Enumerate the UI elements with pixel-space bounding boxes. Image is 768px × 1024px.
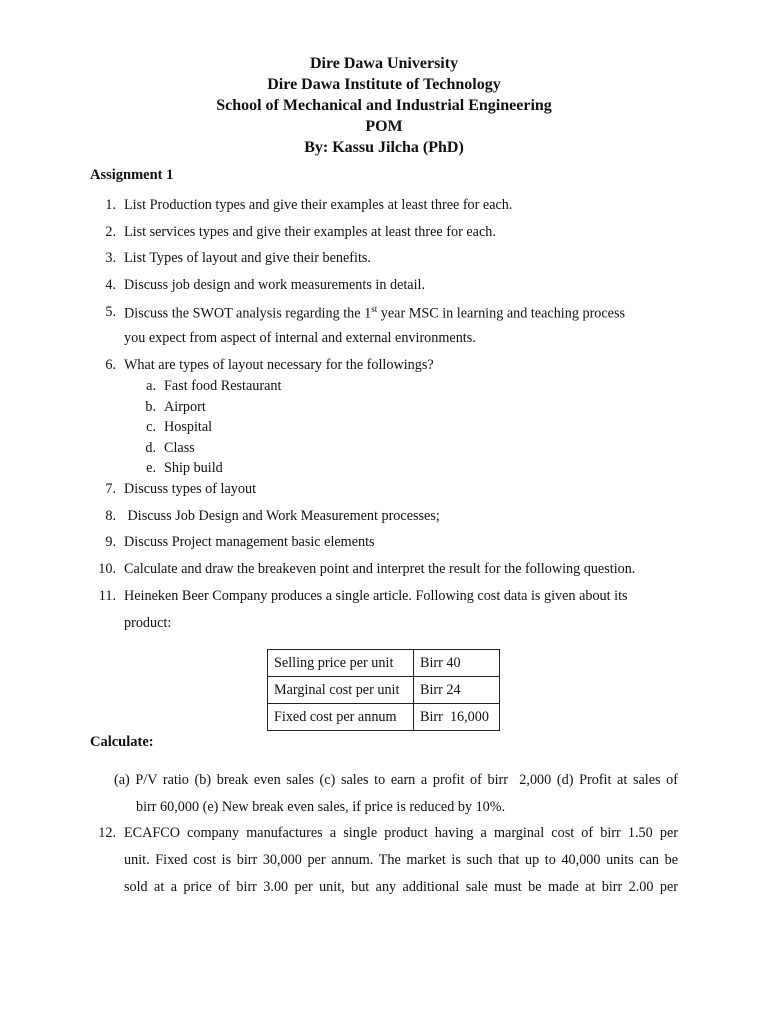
item-number: 9. <box>105 534 116 550</box>
item-text: Discuss Job Design and Work Measurement processes; <box>124 508 440 524</box>
item-text: Discuss types of layout <box>124 481 257 497</box>
item-number: 3. <box>105 250 116 266</box>
university-name: Dire Dawa University <box>309 55 459 72</box>
item-text-part: year MSC in learning and teaching process <box>377 305 626 322</box>
item-number: 7. <box>105 481 116 497</box>
sub-item-label: d. <box>145 440 156 456</box>
item-number: 8. <box>105 508 116 524</box>
item-text: What are types of layout necessary for the followings? <box>124 357 434 373</box>
sub-item-text: Fast food Restaurant <box>164 378 282 394</box>
table-row <box>268 677 500 704</box>
assignment-title: Assignment 1 <box>90 167 174 183</box>
item-number: 11. <box>98 588 116 604</box>
table-cell-label: Selling price per unit <box>268 650 414 677</box>
item-text-continued: you expect from aspect of internal and external environments. <box>124 330 476 346</box>
institute-name: Dire Dawa Institute of Technology <box>267 76 501 93</box>
item-number: 12. <box>98 825 116 841</box>
superscript: st <box>371 304 378 314</box>
item-text: List Production types and give their examples at least three for each. <box>124 197 513 213</box>
item-text <box>124 304 625 323</box>
calc-question-line: birr 60,000 (e) New break even sales, if price is reduced by 10%. <box>136 799 506 815</box>
item-text-continued: unit. Fixed cost is birr 30,000 per annum. The market is such that up to 40,000 units can be <box>124 852 678 868</box>
table-cell-value: Birr 24 <box>414 677 500 704</box>
sub-item-text: Airport <box>164 399 206 415</box>
item-text-continued: product: <box>124 615 172 631</box>
sub-item-label: c. <box>146 419 156 435</box>
item-text: List Types of layout and give their benefits. <box>124 250 371 266</box>
item-number: 6. <box>105 357 116 373</box>
cost-data-table <box>267 649 500 731</box>
item-number: 10. <box>98 561 116 577</box>
item-text: List services types and give their examples at least three for each. <box>124 224 496 240</box>
sub-item-label: e. <box>146 460 156 476</box>
item-number: 2. <box>105 224 116 240</box>
item-text: Calculate and draw the breakeven point and interpret the result for the following question. <box>124 561 636 577</box>
item-text-part: Discuss the SWOT analysis regarding the 1 <box>124 305 372 322</box>
table-row <box>268 704 500 731</box>
item-text: Discuss Project management basic elements <box>124 534 375 550</box>
table-cell-value: Birr 16,000 <box>414 704 500 731</box>
item-number: 5. <box>105 304 116 320</box>
sub-item-text: Hospital <box>164 419 213 435</box>
sub-item-label: b. <box>145 399 156 415</box>
author-line: By: Kassu Jilcha (PhD) <box>304 139 464 156</box>
table-row <box>268 650 500 677</box>
school-name: School of Mechanical and Industrial Engineering <box>216 97 552 114</box>
item-text: Discuss job design and work measurements in detail. <box>124 277 426 293</box>
course-name: POM <box>365 118 403 135</box>
item-number: 1. <box>105 197 116 213</box>
item-text-continued: sold at a price of birr 3.00 per unit, but any additional sale must be made at birr 2.00 per <box>124 879 678 895</box>
item-text: ECAFCO company manufactures a single product having a marginal cost of birr 1.50 per <box>124 825 678 841</box>
table-cell-label: Marginal cost per unit <box>268 677 414 704</box>
item-number: 4. <box>105 277 116 293</box>
calc-question-line: (a) P/V ratio (b) break even sales (c) sales to earn a profit of birr 2,000 (d) Profit at sales of <box>114 772 678 788</box>
sub-item-text: Ship build <box>164 460 223 476</box>
sub-item-label: a. <box>146 378 156 394</box>
table-cell-label: Fixed cost per annum <box>268 704 414 731</box>
item-text: Heineken Beer Company produces a single article. Following cost data is given about its <box>124 588 628 604</box>
document-header <box>0 53 768 158</box>
sub-item-text: Class <box>164 440 195 456</box>
calculate-heading: Calculate: <box>90 734 154 750</box>
table-cell-value: Birr 40 <box>414 650 500 677</box>
